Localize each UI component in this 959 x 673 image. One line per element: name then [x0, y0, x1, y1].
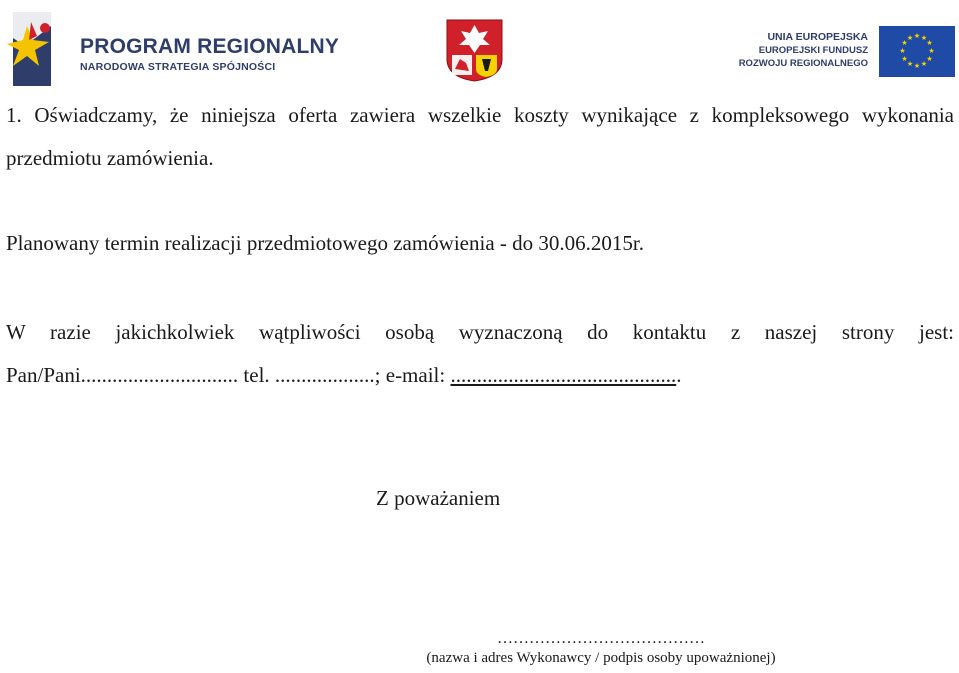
eu-flag	[879, 26, 955, 77]
statement-paragraph: 1. Oświadczamy, że niniejsza oferta zawiera wszelkie koszty wynikające z kompleksowego wykonania przedmiotu zamówienia.	[6, 103, 954, 170]
eu-fund-line1: EUROPEJSKI FUNDUSZ	[758, 45, 868, 56]
contact-paragraph	[6, 311, 954, 397]
program-subtitle: NARODOWA STRATEGIA SPÓJNOŚCI	[80, 61, 276, 73]
svg-text:★: ★	[899, 47, 906, 55]
contact-text: W razie jakichkolwiek wątpliwości osobą wyznaczoną do kontaktu z naszej strony jest: Pan/Pani.............................. tel. ...................; e-mail:	[6, 320, 954, 387]
svg-text:★: ★	[913, 32, 921, 40]
program-regionalny-logo	[5, 6, 59, 92]
program-text	[80, 36, 339, 73]
email-field-dots: ...........................................	[450, 363, 677, 387]
svg-text:★: ★	[913, 62, 921, 70]
eu-title: UNIA EUROPEJSKA	[767, 31, 868, 43]
deadline-paragraph: Planowany termin realizacji przedmiotowego zamówienia - do 30.06.2015r.	[6, 231, 644, 255]
document-header	[0, 0, 959, 95]
svg-text:★: ★	[928, 47, 935, 55]
contact-end: .	[676, 363, 682, 387]
svg-text:★: ★	[920, 60, 928, 68]
svg-text:★: ★	[906, 34, 914, 42]
svg-text:★: ★	[926, 55, 933, 63]
closing-greeting: Z poważaniem	[376, 486, 501, 510]
eu-text	[720, 31, 868, 70]
svg-text:★: ★	[926, 39, 933, 47]
region-coat-of-arms	[446, 19, 503, 82]
signature-line: …………………………………	[497, 630, 705, 647]
program-title: PROGRAM REGIONALNY	[80, 35, 340, 58]
svg-text:★: ★	[901, 39, 908, 47]
signature-caption: (nazwa i adres Wykonawcy / podpis osoby upoważnionej)	[426, 650, 776, 666]
svg-text:★: ★	[920, 34, 928, 42]
svg-text:★: ★	[901, 55, 908, 63]
eu-fund-line2: ROZWOJU REGIONALNEGO	[738, 58, 868, 69]
svg-text:★: ★	[906, 60, 914, 68]
